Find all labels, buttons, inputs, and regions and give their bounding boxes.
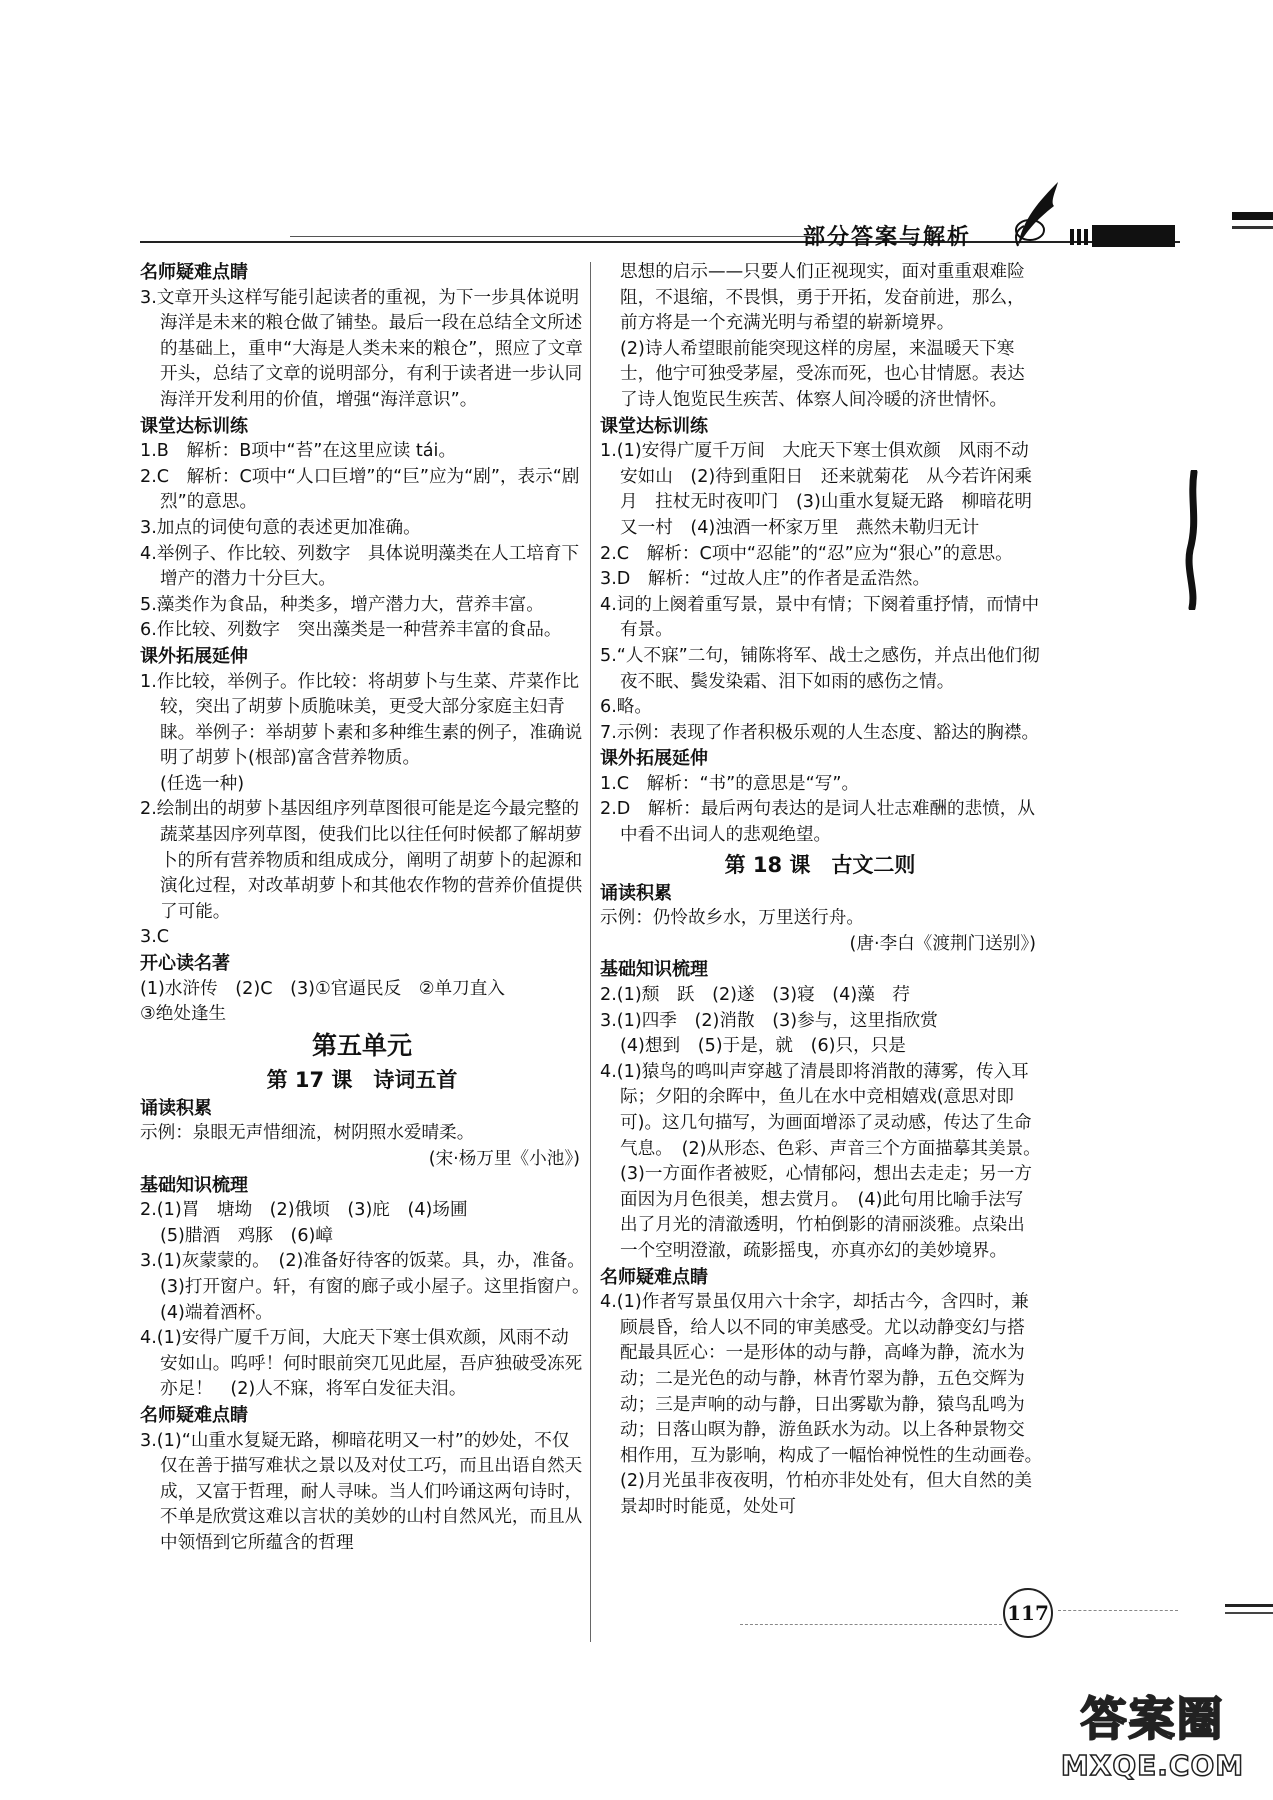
answer-text: ③绝处逢生 [140, 1004, 227, 1025]
unit-title: 第五单元 [311, 1030, 412, 1060]
watermark-bottom-text: MXQE.COM [1060, 1749, 1245, 1782]
answer-item: 1.B 解析：B项中“苔”在这里应读 tái。 [140, 441, 457, 462]
answer-item: 3.(1)灰蒙蒙的。 (2)准备好待客的饭菜。具，办，准备。 (3)打开窗户。轩，有窗的廊子或小屋子。这里指窗户。 (4)端着酒杯。 [140, 1251, 599, 1323]
section-heading: 基础知识梳理 [600, 959, 708, 981]
answer-text: 示例：泉眼无声惜细流，树阴照水爱晴柔。 [140, 1123, 475, 1144]
answer-item: 4.(1)作者写景虽仅用六十余字，却括古今，含四时，兼顾晨昏，给人以不同的审美感受。尤以动静变幻与搭配最具匠心：一是形体的动与静，高峰为静，流水为动；二是光色的动与静，林青竹翠为静，五色交辉为动；三是声响的动与静，日出雾歇为静，猿鸟乱鸣为动；日落山暝为静，游鱼跃水为动。以上各种景物交相作用，互为影响，构成了一幅怡神悦性的生动画卷。 (2)月光虽非夜夜明，竹柏亦非处处有，但大自然的美景却时时能觅，处处可 [600, 1292, 1052, 1517]
answer-item: 5.“人不寐”二句，铺陈将军、战士之感伤，并点出他们彻夜不眠、鬓发染霜、泪下如雨的感伤之情。 [600, 645, 1040, 692]
answer-item: 4.词的上阕着重写景，景中有情；下阕着重抒情，而情中有景。 [600, 594, 1040, 641]
left-column [140, 260, 599, 1557]
section-heading: 名师疑难点睛 [600, 1266, 708, 1288]
answer-item: 2.绘制出的胡萝卜基因组序列草图很可能是迄今最完整的蔬菜基因序列草图，使我们比以往任何时候都了解胡萝卜的所有营养物质和组成成分，阐明了胡萝卜的起源和演化过程，对改革胡萝卜和其他农作物的营养价值提供了可能。 [140, 799, 583, 922]
section-heading: 课外拓展延伸 [140, 645, 248, 667]
section-heading: 课堂达标训练 [140, 415, 248, 437]
answer-continuation: (任选一种) [160, 773, 245, 794]
section-heading: 课堂达标训练 [600, 415, 708, 437]
answer-item: 4.(1)安得广厦千万间，大庇天下寒士俱欢颜，风雨不动安如山。呜呼！何时眼前突兀见此屋，吾庐独破受冻死亦足！ (2)人不寐，将军白发征夫泪。 [140, 1328, 583, 1400]
source-attribution: (宋·杨万里《小池》) [428, 1149, 580, 1169]
answer-item: 1.作比较，举例子。作比较：将胡萝卜与生菜、芹菜作比较，突出了胡萝卜质脆味美，更受大部分家庭主妇青睐。举例子：举胡萝卜素和多种维生素的例子，准确说明了胡萝卜(根部)富含营养物质。 [140, 671, 583, 769]
answer-item: 1.C 解析：“书”的意思是“写”。 [600, 773, 860, 794]
answer-item: 5.藻类作为食品，种类多，增产潜力大，营养丰富。 [140, 594, 544, 615]
answer-item: 3.C [140, 927, 170, 948]
section-heading: 课外拓展延伸 [600, 748, 708, 770]
answer-text: (1)水浒传 (2)C (3)①官逼民反 ②单刀直入 [140, 978, 505, 999]
footer-rule [740, 1624, 1002, 1625]
margin-stroke-mark [1180, 470, 1206, 610]
header-thin-rule [290, 236, 810, 237]
answer-item: 3.文章开头这样写能引起读者的重视，为下一步具体说明海洋是未来的粮仓做了铺垫。最后一段在总结全文所述的基础上，重申“大海是人类未来的粮仓”，照应了文章开头，总结了文章的说明部分，有利于读者进一步认同海洋开发利用的价值，增强“海洋意识”。 [140, 287, 583, 410]
footer-rule-right [1058, 1610, 1178, 1611]
watermark-top-text: 答案圈 [1080, 1692, 1225, 1746]
section-heading: 诵读积累 [600, 882, 672, 904]
lesson-title: 第 17 课 诗词五首 [266, 1067, 458, 1092]
answer-item: 7.示例：表现了作者积极乐观的人生态度、豁达的胸襟。 [600, 722, 1040, 743]
lesson-title: 第 18 课 古文二则 [724, 852, 916, 877]
answer-continuation: 思想的启示——只要人们正视现实，面对重重艰难险阻，不退缩，不畏惧，勇于开拓，发奋前进，那么，前方将是一个充满光明与希望的崭新境界。 [620, 262, 1025, 334]
answer-item: 2.D 解析：最后两句表达的是词人壮志难酬的悲愤，从中看不出词人的悲观绝望。 [600, 799, 1035, 846]
right-column [600, 260, 1052, 1521]
answer-item: 4.(1)猿鸟的鸣叫声穿越了清晨即将消散的薄雾，传入耳际；夕阳的余晖中，鱼儿在水中竞相嬉戏(意思对即可)。这几句描写，为画面增添了灵动感，传达了生命气息。 (2)从形态、色彩、声音三个方面描摹其美景。 (3)一方面作者被贬，心情郁闷，想出去走走；另一方面因为月色很美，想去赏月。 (4)此句用比喻手法写出了月光的清澈透明，竹柏倒影的清丽淡雅。点染出一个空明澄澈，疏影摇曳，亦真亦幻的美妙境界。 [600, 1061, 1050, 1261]
source-attribution: (唐·李白《渡荆门送别》) [849, 933, 1036, 954]
answer-item: 4.举例子、作比较、列数字 具体说明藻类在人工培育下增产的潜力十分巨大。 [140, 543, 580, 590]
answer-item: 6.略。 [600, 697, 652, 718]
answer-item: 3.D 解析：“过故人庄”的作者是孟浩然。 [600, 569, 931, 590]
corner-mark-icon [1232, 210, 1273, 236]
section-heading: 名师疑难点睛 [140, 1404, 248, 1426]
answer-item: 2.C 解析：C项中“忍能”的“忍”应为“狠心”的意思。 [600, 543, 1013, 564]
answer-text: 示例：仍怜故乡水，万里送行舟。 [600, 908, 864, 929]
answer-continuation: (4)想到 (5)于是，就 (6)只，只是 [620, 1036, 906, 1057]
answer-item: 2.C 解析：C项中“人口巨增”的“巨”应为“剧”，表示“剧烈”的意思。 [140, 466, 580, 513]
answer-item: 2.(1)罥 塘坳 (2)俄顷 (3)庇 (4)场圃 [140, 1200, 468, 1221]
column-divider [590, 262, 591, 1642]
section-heading: 诵读积累 [140, 1097, 212, 1119]
section-heading: 开心读名著 [140, 953, 230, 975]
answer-item: 3.(1)四季 (2)消散 (3)参与，这里指欣赏 [600, 1010, 938, 1031]
answer-item: 6.作比较、列数字 突出藻类是一种营养丰富的食品。 [140, 620, 562, 641]
answer-item: 2.(1)颓 跃 (2)遂 (3)寝 (4)藻 荇 [600, 985, 911, 1006]
header-title: 部分答案与解析 [803, 225, 972, 250]
page-number: 117 [1003, 1588, 1053, 1638]
answer-continuation: (2)诗人希望眼前能突现这样的房屋，来温暖天下寒士，他宁可独受茅屋，受冻而死，也心甘情愿。表达了诗人饱览民生疾苦、体察人间冷暖的济世情怀。 [620, 338, 1025, 410]
quill-pen-icon [1010, 180, 1070, 250]
header-bars-decoration [1070, 225, 1175, 247]
answer-continuation: (5)腊酒 鸡豚 (6)嶂 [160, 1225, 334, 1246]
answer-item: 3.(1)“山重水复疑无路，柳暗花明又一村”的妙处，不仅仅在善于描写难状之景以及对仗工巧，而且出语自然天成，又富于哲理，耐人寻味。当人们吟诵这两句诗时，不单是欣赏这难以言状的美妙的山村自然风光，而且从中领悟到它所蕴含的哲理 [140, 1430, 583, 1553]
answer-item: 1.(1)安得广厦千万间 大庇天下寒士俱欢颜 风雨不动安如山 (2)待到重阳日 还来就菊花 从今若许闲乘月 拄杖无时夜叩门 (3)山重水复疑无路 柳暗花明又一村 (4)浊酒一杯家万里 燕然未勒归无计 [600, 441, 1032, 538]
watermark-logo [1040, 1690, 1265, 1795]
section-heading: 基础知识梳理 [140, 1174, 248, 1196]
section-heading: 名师疑难点睛 [140, 262, 248, 283]
answer-item: 3.加点的词使句意的表述更加准确。 [140, 517, 421, 538]
corner-mark-bottom-icon [1225, 1600, 1273, 1620]
